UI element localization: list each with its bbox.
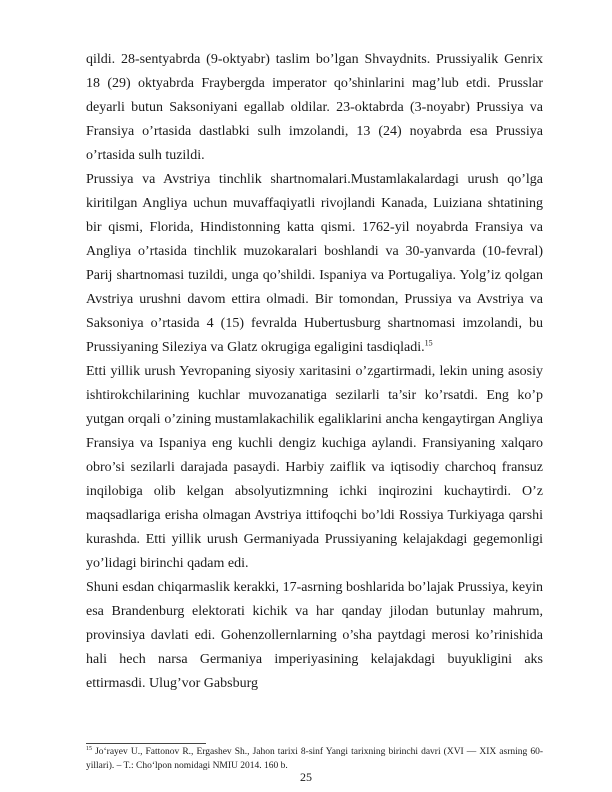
paragraph-1: qildi. 28-sentyabrda (9-oktyabr) taslim bo’lgan Shvaydnits. Prussiyalik Genrix 18 (29) oktyabrda Fraybergda imperator qo’shinlarini mag’lub etdi. Prusslar deyarli butun Saksoniyani egallab oldilar. 23-oktabrda (3-noyabr) Prussiya va Fransiya o’rtasida dastlabki sulh imzolandi, 13 (24) noyabrda esa Prussiya o’rtasida sulh tuzildi. — [86, 52, 543, 163]
page-number: 25 — [300, 770, 312, 784]
footnote-text: Jo‘rayev U., Fattonov R., Ergashev Sh., Jahon tarixi 8-sinf Yangi tarixning birinchi davri (XVI — XIX asrning 60-yillari). – T.: Cho‘lpon nomidagi NMIU 2014. 160 b. — [86, 747, 543, 771]
footnote-number: 15 — [86, 745, 92, 752]
body-text — [86, 48, 543, 696]
footnote-divider — [86, 743, 206, 744]
paragraph-4: Shuni esdan chiqarmaslik kerakki, 17-asrning boshlarida bo’lajak Prussiya, keyin esa Brandenburg elektorati kichik va har qanday jilodan butunlay mahrum, provinsiya davlati edi. Gohenzollernlarning o’sha paytdagi merosi ko’rinishida hali hech narsa Germaniya imperiyasining kelajakdagi buyukligini aks ettirmasdi. Ulug’vor Gabsburg — [86, 580, 543, 691]
footnote-ref[interactable]: 15 — [424, 338, 433, 348]
paragraph-3: Etti yillik urush Yevropaning siyosiy xaritasini o’zgartirmadi, lekin uning asosiy ishtirokchilarining kuchlar muvozanatiga sezilarli ta’sir ko’rsatdi. Eng ko’p yutgan orqali o’zining mustamlakachilik egaliklarini ancha kengaytirgan Angliya Fransiya va Ispaniya eng kuchli dengiz kuchiga aylandi. Fransiyaning xalqaro obro’si sezilarli darajada pasaydi. Harbiy zaiflik va iqtisodiy charchoq fransuz inqilobiga olib kelgan absolyutizmning ichki inqirozini kuchaytirdi. O’z maqsadlariga erisha olmagan Avstriya ittifoqchi bo’ldi Rossiya Turkiyaga qarshi kurashda. Etti yillik urush Germaniyada Prussiyaning kelajakdagi gegemonligi yo’lidagi birinchi qadam edi. — [86, 364, 543, 571]
footnote — [86, 745, 543, 773]
paragraph-2-text: Prussiya va Avstriya tinchlik shartnomalari.Mustamlakalardagi urush qo’lga kiritilgan Angliya uchun muvaffaqiyatli rivojlandi Kanada, Luiziana shtatining bir qismi, Florida, Hindistonning katta qismi. 1762-yil noyabrda Fransiya va Angliya o’rtasida tinchlik muzokaralari boshlandi va 30-yanvarda (10-fevral) Parij shartnomasi tuzildi, unga qo’shildi. Ispaniya va Portugaliya. Yolg’iz qolgan Avstriya urushni davom ettira olmadi. Bir tomondan, Prussiya va Avstriya va Saksoniya o’rtasida 4 (15) fevralda Hubertusburg shartnomasi imzolandi, bu Prussiyaning Sileziya va Glatz okrugiga egaligini tasdiqladi. — [86, 172, 543, 355]
paragraph-2 — [86, 168, 543, 360]
